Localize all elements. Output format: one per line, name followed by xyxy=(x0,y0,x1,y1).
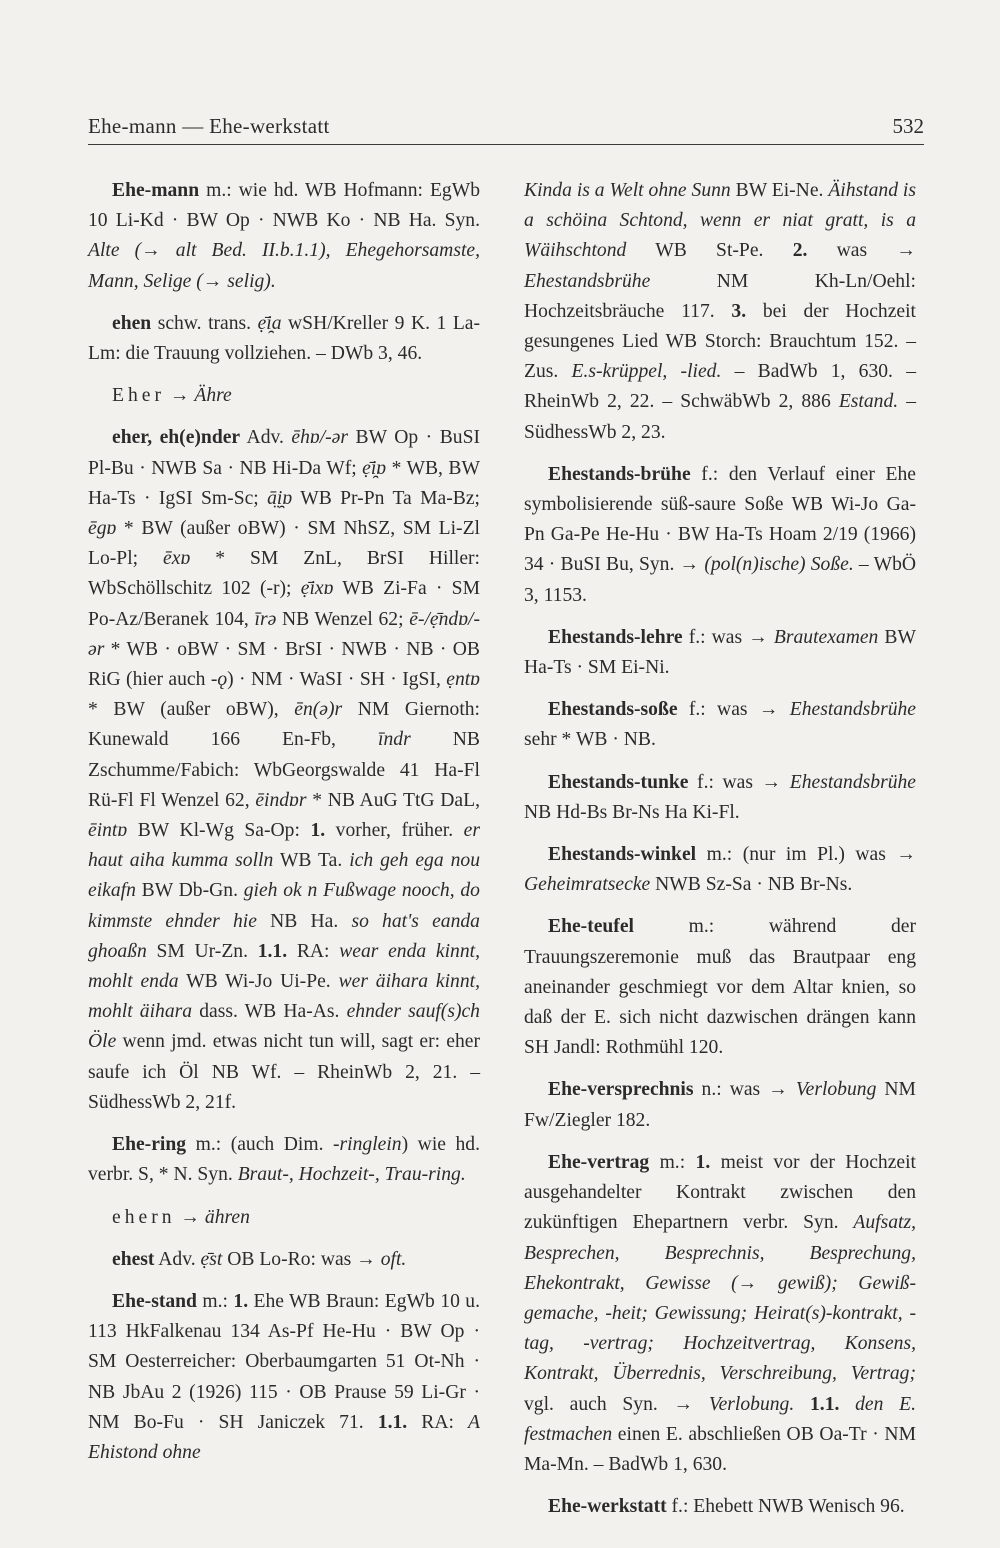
cross-ref-target: Geheimratsecke xyxy=(524,874,651,896)
entry-text: * WB, BW Ha-Ts · IgSI Sm-Sc; xyxy=(88,457,480,509)
entry-ehe-mann xyxy=(88,176,480,297)
entry-text: wSH/Kreller 9 K. 1 La-Lm: die Trauung vollziehen. – DWb 3, 46. xyxy=(88,312,481,365)
cross-ref-target: Verlobung xyxy=(795,1079,877,1101)
cross-ref-target: Ehestandsbrühe xyxy=(789,699,916,721)
entry-phonetic: ēhɒ/-ər xyxy=(291,427,349,449)
sense-number: 1. xyxy=(233,1290,249,1312)
entry-ehe-vertrag xyxy=(524,1148,916,1480)
entry-text: meist vor der Hochzeit ausgehandelter Kontrakt zwischen den zukünftigen Ehepartnern verbr. Syn. xyxy=(524,1151,916,1234)
example: Kinda is a Welt ohne Sunn xyxy=(524,180,731,201)
entry-text: WB Pr-Pn Ta Ma-Bz; xyxy=(292,487,480,509)
entry-ehe-stand-continued xyxy=(524,176,916,448)
synonyms: Braut-, Hochzeit-, Trau-ring. xyxy=(237,1164,466,1186)
entry-text: wenn jmd. etwas nicht tun will, sagt er: eher saufe ich Öl NB Wf. – RheinWb 2, 21. – SüdhessWb 2, 21f. xyxy=(88,1031,480,1113)
entry-text: f.: was → xyxy=(677,699,790,721)
cross-ref-target: Ehestandsbrühe xyxy=(789,771,916,793)
entry-ehestands-lehre xyxy=(524,623,916,683)
headword: Ehe-mann xyxy=(112,180,200,201)
entry-text: RA: xyxy=(287,940,340,962)
entry-text xyxy=(794,1394,810,1415)
entry-ehestands-bruehe xyxy=(524,460,916,611)
left-column xyxy=(88,176,480,1480)
cross-ref-word: Eher xyxy=(112,385,165,407)
cross-ref-target: Ehestandsbrühe xyxy=(524,270,651,292)
entry-text: BW Op · BuSI Pl-Bu · NWB Sa · NB Hi-Da Wf; xyxy=(88,427,480,479)
entry-text: sehr * WB · NB. xyxy=(524,729,656,751)
headword: Ehestands-lehre xyxy=(548,626,683,648)
entry-text: vgl. auch Syn. → xyxy=(524,1393,709,1415)
cross-ref-target: Verlobung. xyxy=(708,1393,795,1415)
entry-text: WB Ta. xyxy=(273,850,350,872)
headword: Ehe-vertrag xyxy=(548,1151,650,1173)
entry-text: NM Giernoth: Kunewald 166 En-Fb, xyxy=(88,699,480,751)
entry-text: f.: den Verlauf einer Ehe symbolisierende süß-saure Soße WB Wi-Jo Ga-Pn Ga-Pe He-Hu · BW Ha-Ts Hoam 2/19 (1966) 34 · BuSI Bu, Syn. → xyxy=(524,463,916,576)
entry-text: m.: xyxy=(649,1151,696,1173)
entry-eher xyxy=(88,423,480,1118)
entry-ehestands-sosse xyxy=(524,695,916,755)
entry-text: einen E. abschließen OB Oa-Tr · NM Ma-Mn. – BadWb 1, 630. xyxy=(524,1423,916,1475)
entry-phonetic: ẹ̄st xyxy=(200,1248,223,1270)
entry-text: m.: (auch Dim. xyxy=(186,1134,334,1156)
example: ich geh ega nou eikafn xyxy=(88,850,480,902)
sense-number: 2. xyxy=(792,240,808,262)
headword: Ehe-ring xyxy=(112,1134,187,1156)
example: den E. festmachen xyxy=(524,1393,917,1445)
headword: eher, eh(e)nder xyxy=(112,427,241,449)
entry-text: was → xyxy=(807,240,916,262)
entry-phonetic: ēgɒ xyxy=(88,518,117,540)
sense-number: 1.1. xyxy=(377,1411,408,1433)
synonyms: Aufsatz, Besprechen, Besprechnis, Besprechung, Ehekontrakt, Gewisse (→ gewiß); Gewiß-gemache, -heit; Gewissung; Heirat(s)-kontrakt, -tag, -vertrag; Hochzeitvertrag, Konsens, Kontrakt, Überrednis, Verschreibung, Vertrag; xyxy=(524,1212,916,1385)
entry-text: NM Kh-Ln/Oehl: Hochzeitsbräuche 117. xyxy=(524,270,916,322)
entry-phonetic: ēindɒr xyxy=(255,789,307,811)
entry-ehest xyxy=(88,1245,480,1275)
example: ehnder sauf(s)ch Öle xyxy=(88,1001,480,1053)
entry-text: Ehe WB Braun: EgWb 10 u. 113 HkFalkenau 134 As-Pf He-Hu · BW Op · SM Oesterreicher: Oberbaumgarten 51 Ot-Nh · NB JbAu 2 (1926) 115 · OB Prause 59 Li-Gr · NM Bo-Fu · SH Janiczek 71. xyxy=(88,1290,481,1433)
sense-number: 1. xyxy=(310,820,326,842)
entry-text: WB Zi-Fa · SM Po-Az/Beranek 104, xyxy=(88,578,480,630)
entry-text: – SüdhessWb 2, 23. xyxy=(524,391,916,443)
entry-text: BW Ei-Ne. xyxy=(730,180,829,201)
entry-eher-ref xyxy=(88,381,480,411)
entry-text: NWB Sz-Sa · NB Br-Ns. xyxy=(650,874,853,896)
entry-text: ) wie hd. verbr. S, * N. Syn. xyxy=(88,1134,481,1186)
entry-text: schw. trans. xyxy=(151,312,258,334)
sense-number: 1.1. xyxy=(810,1393,840,1415)
entry-phonetic: ēintɒ xyxy=(88,820,128,842)
entry-text: NM Fw/Ziegler 182. xyxy=(524,1079,916,1131)
entry-text: BW Ha-Ts · SM Ei-Ni. xyxy=(524,626,916,679)
entry-text: vorher, früher. xyxy=(325,820,464,842)
entry-phonetic: īrə xyxy=(254,608,277,630)
entry-text: NB Ha. xyxy=(256,910,352,932)
arrow: → xyxy=(165,385,195,407)
entry-text: BW Db-Gn. xyxy=(135,880,244,902)
sense-number: 1.1. xyxy=(257,940,288,962)
headword: Ehe-stand xyxy=(112,1290,197,1312)
entry-text: Adv. xyxy=(240,427,292,449)
entry-ehe-werkstatt xyxy=(524,1492,916,1522)
entry-text: WB Wi-Jo Ui-Pe. xyxy=(178,971,339,993)
entry-text: – BadWb 1, 630. – RheinWb 2, 22. – SchwäbWb 2, 886 xyxy=(524,361,916,413)
headword: ehen xyxy=(112,312,152,334)
entry-text: m.: xyxy=(196,1290,234,1312)
entry-text: f.: Ehebett NWB Wenisch 96. xyxy=(666,1496,905,1518)
entry-text: dass. WB Ha-As. xyxy=(192,1001,347,1023)
header-title: Ehe-mann — Ehe-werkstatt xyxy=(88,114,330,138)
entry-text: RA: xyxy=(407,1411,469,1433)
entry-phonetic: ēxɒ xyxy=(163,548,191,570)
headword: Ehe-teufel xyxy=(548,916,634,938)
cross-ref-target: Brautexamen xyxy=(773,626,879,648)
entry-phonetic: ẹ̄i̯ɒ xyxy=(362,457,387,479)
cross-ref-target: (pol(n)ische) Soße. xyxy=(704,554,854,576)
headword: Ehestands-tunke xyxy=(548,771,689,793)
entry-ehestands-tunke xyxy=(524,768,916,828)
cross-ref-target: oft. xyxy=(380,1248,407,1270)
page-number: 532 xyxy=(892,114,924,138)
example: gieh ok n Fußwage nooch, do kimmste ehnder hie xyxy=(88,880,480,932)
headword: Ehestands-soße xyxy=(548,699,678,721)
entry-text: * WB · oBW · SM · BrSI · NWB · NB · OB RiG (hier auch xyxy=(88,638,480,691)
headword: ehest xyxy=(112,1248,155,1270)
running-header xyxy=(88,114,924,145)
compounds: E.s-krüppel, -lied. xyxy=(571,361,722,383)
entry-phonetic: ēn(ə)r xyxy=(294,699,343,721)
entry-text: m.: während der Trauungszeremonie muß das Brautpaar eng aneinander geschmiegt vor dem Altar knien, so daß der E. sich nicht dazwischen drängen kann SH Jandl: Rothmühl 120. xyxy=(524,916,916,1059)
entry-text: f.: was → xyxy=(682,626,774,648)
entry-text: f.: was → xyxy=(688,771,790,793)
entry-text xyxy=(839,1394,855,1415)
headword: Ehe-versprechnis xyxy=(548,1079,694,1101)
sense-number: 3. xyxy=(731,300,747,322)
entry-text: NB Hd-Bs Br-Ns Ha Ki-Fl. xyxy=(524,801,740,823)
example: so hat's eanda ghoaßn xyxy=(88,910,480,962)
headword: Ehe-werkstatt xyxy=(548,1496,667,1518)
example: wear enda kinnt, mohlt enda xyxy=(88,940,480,993)
entry-italic: Alte (→ alt Bed. II.b.1.1), Ehegehorsamste, Mann, Selige (→ selig). xyxy=(88,240,480,292)
entry-text: * SM ZnL, BrSI Hiller: WbSchöllschitz 102 (-r); xyxy=(88,548,480,600)
entry-text: bei der Hochzeit gesungenes Lied WB Storch: Brauchtum 152. – Zus. xyxy=(524,300,917,383)
entry-text: ) · NM · WaSI · SH · IgSI, xyxy=(227,669,447,691)
entry-phonetic: ā̤i̯ɒ xyxy=(267,487,293,509)
entry-ehe-teufel xyxy=(524,912,916,1063)
entry-italic: Estand. xyxy=(838,391,899,413)
cross-ref-word: ehern xyxy=(112,1206,176,1228)
arrow: → xyxy=(175,1206,205,1228)
entry-text: – WbÖ 3, 1153. xyxy=(524,554,917,606)
entry-phonetic: -ǫ xyxy=(210,669,228,691)
headword: Ehestands-brühe xyxy=(548,463,691,485)
entry-text: * BW (außer oBW), xyxy=(88,699,295,721)
entry-text: * BW (außer oBW) · SM NhSZ, SM Li-Zl Lo-Pl; xyxy=(88,518,480,570)
entry-text: BW Kl-Wg Sa-Op: xyxy=(127,820,311,842)
example: wer äihara kinnt, mohlt äihara xyxy=(88,971,480,1023)
entry-ehen xyxy=(88,309,480,369)
entry-phonetic: īndr xyxy=(378,729,411,751)
entry-text: NB Wenzel 62; xyxy=(276,608,410,630)
entry-text: OB Lo-Ro: was → xyxy=(222,1248,381,1270)
entry-text: m.: (nur im Pl.) was → xyxy=(696,844,916,866)
headword: Ehestands-winkel xyxy=(548,844,697,866)
entry-italic: -ringlein xyxy=(333,1134,402,1156)
entry-text: Adv. xyxy=(154,1248,201,1270)
entry-text: n.: was → xyxy=(693,1079,796,1101)
entry-ehe-stand xyxy=(88,1287,480,1468)
entry-phonetic: ē-/ẹ̄ndɒ/-ər xyxy=(88,608,480,660)
entry-phonetic: ẹ̄ixɒ xyxy=(300,578,334,600)
example: Äihstand is a schöina Schtond, wenn er niat gratt, is a Wäihschtond xyxy=(524,180,916,262)
entry-text: SM Ur-Zn. xyxy=(146,940,258,962)
entry-text: * NB AuG TtG DaL, xyxy=(306,789,481,811)
entry-text: WB St-Pe. xyxy=(626,240,793,262)
cross-ref-target: Ähre xyxy=(194,385,232,407)
entry-phonetic: ẹntɒ xyxy=(446,669,480,691)
entry-ehestands-winkel xyxy=(524,840,916,900)
entry-ehe-versprechnis xyxy=(524,1075,916,1135)
cross-ref-target: ähren xyxy=(204,1206,250,1228)
entry-ehe-ring xyxy=(88,1130,480,1190)
sense-number: 1. xyxy=(695,1151,711,1173)
entry-text: NB Zschumme/Fabich: WbGeorgswalde 41 Ha-Fl Rü-Fl Fl Wenzel 62, xyxy=(88,729,480,811)
entry-text: m.: wie hd. WB Hofmann: EgWb 10 Li-Kd · BW Op · NWB Ko · NB Ha. Syn. xyxy=(88,180,480,232)
example: A Ehistond ohne xyxy=(88,1411,481,1463)
example: er haut aiha kumma solln xyxy=(88,820,480,872)
right-column xyxy=(524,176,916,1534)
entry-ehern-ref xyxy=(88,1203,480,1233)
entry-phonetic: ẹ̄i̯a xyxy=(257,312,282,334)
